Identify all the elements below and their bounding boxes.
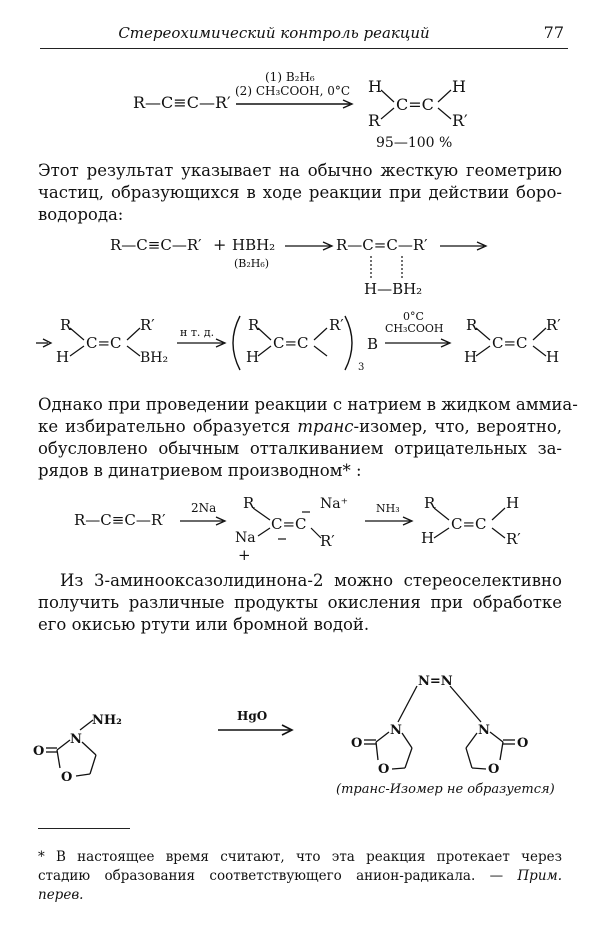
s4-p-azo-bond [398, 686, 417, 722]
s4-r-atom-o-carbonyl: O [33, 744, 45, 759]
s1-p-bond [381, 108, 394, 119]
s2-intermediate-bottom: H—BH₂ [364, 280, 423, 298]
s2-p-top-left: R [466, 316, 478, 334]
p2-line [38, 416, 562, 438]
s2-tb-center: C=C [273, 334, 309, 352]
s4-p-r-bond [472, 768, 486, 769]
p3-line: Из 3-аминооксазолидинона-2 можно стереоселективно [60, 571, 562, 590]
s1-reactant: R—C≡C—R′ [133, 93, 231, 112]
s2-vb-top-left: R [60, 316, 72, 334]
s4-p-r-atom-n: N [478, 723, 490, 738]
p2-line: Однако при проведении реакции с натрием в жидком аммиа- [38, 395, 578, 414]
p2-line: обусловлено обычным отталкиванием отрицательных за- [38, 439, 562, 458]
s4-r-atom-n: N [70, 732, 82, 747]
s3-da-bottom-right: R′ [320, 532, 335, 550]
p2-text: -изомер, что, вероятно, [353, 417, 562, 436]
scheme-hydroboration [0, 60, 600, 155]
s3-da-bond [253, 508, 270, 520]
s2-p-bond [533, 328, 546, 340]
footnote-line [38, 867, 562, 886]
s1-p-bottom-left: R [368, 111, 381, 130]
s1-p-bond [438, 108, 451, 119]
s3-p-top-left: R [424, 494, 436, 512]
p1-line: частиц, образующихся в ходе реакции при действии боро- [38, 183, 562, 202]
footnote [38, 848, 562, 905]
s1-p-top-right: H [452, 77, 466, 96]
s1-p-bond [438, 90, 451, 102]
footnote-rule [38, 828, 130, 829]
paragraph-3 [38, 570, 562, 636]
s2-tb-bond [314, 346, 327, 356]
p2-italic: транс [297, 417, 354, 436]
s2-tb-paren-left [233, 316, 240, 370]
s3-da-bottom-left: Na [235, 530, 256, 546]
s3-da-charge: + [238, 546, 251, 564]
s2-vb-bond [127, 346, 140, 356]
s4-p-azo-bond [450, 686, 481, 722]
s2-reagent: HBH₂ [232, 236, 276, 254]
s4-p-r-atom-o-ring: O [488, 762, 500, 777]
s3-p-bond [434, 508, 449, 520]
s3-reagent: 2Na [191, 501, 217, 515]
s4-p-r-bond [466, 748, 472, 768]
p3-line: его окисью ртути или бромной водой. [38, 615, 370, 634]
s4-p-l-bond [392, 768, 405, 769]
s4-p-l-bond [376, 742, 378, 760]
s4-r-bond [57, 740, 70, 750]
p1-line: Этот результат указывает на обычно жесткую геометрию [38, 161, 562, 180]
s2-tb-bond [258, 346, 271, 356]
s4-p-l-bond [376, 732, 389, 742]
s3-reagent-2: NH₃ [376, 502, 400, 515]
s2-plus: + [213, 235, 227, 254]
s2-tb-paren-right [345, 316, 352, 370]
footnote-note: Прим. [517, 868, 562, 884]
s2-p-bond [476, 328, 490, 340]
scheme-borane-mechanism [0, 228, 600, 388]
s1-p-center: C=C [396, 95, 434, 114]
paragraph-1 [38, 160, 562, 226]
s2-arrow-label: н т. д. [180, 326, 215, 339]
s2-tb-top-right: R′ [329, 316, 344, 334]
s3-da-top-left: R [243, 494, 255, 512]
s4-r-bond [57, 750, 60, 768]
s2-vb-bond [70, 346, 84, 356]
s2-vb-center: C=C [86, 334, 122, 352]
s2-tb-bond [258, 328, 271, 340]
running-title: Стереохимический контроль реакций [118, 24, 430, 42]
s3-da-top-right: Na⁺ [320, 496, 348, 512]
p2-line: рядов в динатриевом производном* : [38, 461, 362, 480]
scheme-oxazolidinone-oxidation [0, 660, 600, 810]
s1-yield: 95—100 % [376, 135, 453, 151]
s3-p-bond [434, 528, 449, 538]
s2-vb-bond [127, 328, 140, 340]
s4-p-l-bond [405, 748, 412, 768]
s4-p-l-atom-n: N [390, 723, 402, 738]
s2-tb-element: B [367, 335, 379, 353]
s2-reagent-note: (B₂H₆) [234, 257, 270, 270]
running-header [40, 22, 568, 49]
s2-vb-top-right: R′ [140, 316, 155, 334]
s1-condition-2: (2) CH₃COOH, 0°C [235, 84, 351, 98]
s2-p-bond [533, 346, 546, 356]
s4-p-r-bond [466, 733, 477, 748]
footnote-note: перев. [38, 887, 84, 903]
s3-reactant: R—C≡C—R′ [74, 511, 166, 529]
s4-p-r-atom-o-carbonyl: O [517, 736, 529, 751]
s3-p-top-right: H [506, 494, 520, 512]
s1-condition-1: (1) B₂H₆ [265, 70, 315, 84]
s2-tb-subscript: 3 [358, 362, 365, 373]
s1-p-bottom-right: R′ [452, 111, 468, 130]
s4-p-azo: N=N [418, 674, 453, 689]
s2-condition-2: CH₃COOH [385, 322, 444, 335]
s1-p-top-left: H [368, 77, 382, 96]
s2-p-bottom-left: H [464, 348, 478, 366]
s2-tb-top-left: R [248, 316, 260, 334]
footnote-text: стадию образования соответствующего анион-радикала. — [38, 868, 504, 884]
s2-condition-1: 0°C [403, 310, 424, 323]
s2-vb-bottom-right: BH₂ [140, 350, 169, 366]
paragraph-2 [38, 394, 578, 482]
s4-reagent: HgO [237, 709, 268, 723]
s2-p-center: C=C [492, 334, 528, 352]
s3-p-bottom-right: R′ [506, 530, 521, 548]
s2-tb-bottom-left: H [246, 348, 260, 366]
s3-p-bond [492, 508, 505, 520]
s4-p-l-atom-o-ring: O [378, 762, 390, 777]
footnote-line: * В настоящее время считают, что эта реакция протекает через [38, 849, 562, 865]
s4-r-bond [90, 755, 96, 774]
s3-da-center: C=C [271, 515, 307, 533]
s4-r-atom-o-ring: O [61, 770, 73, 785]
s2-vb-bottom-left: H [56, 348, 70, 366]
s2-p-bond [476, 346, 490, 356]
s4-r-nh2: NH₂ [92, 713, 122, 728]
p1-line: водорода: [38, 205, 124, 224]
s2-tb-bond [314, 328, 327, 340]
page-number: 77 [543, 23, 564, 42]
s3-da-bond [258, 528, 270, 536]
s2-p-top-right: R′ [546, 316, 561, 334]
s3-p-bottom-left: H [421, 529, 435, 547]
s2-p-bottom-right: H [546, 348, 560, 366]
s4-r-bond [76, 774, 90, 776]
s1-p-bond [381, 90, 394, 102]
s4-p-l-bond [402, 733, 412, 748]
s4-p-r-bond [500, 742, 503, 760]
s4-p-l-atom-o-carbonyl: O [351, 736, 363, 751]
p3-line: получить различные продукты окисления при обработке [38, 593, 562, 612]
s2-vb-bond [70, 328, 84, 340]
p2-text: ке избирательно образуется [38, 417, 298, 436]
s4-p-r-bond [490, 732, 503, 742]
s3-p-bond [492, 528, 505, 538]
scheme-sodium-reduction [0, 488, 600, 568]
s2-reactant: R—C≡C—R′ [110, 236, 202, 254]
s4-note: (транс-Изомер не образуется) [336, 782, 555, 797]
s3-p-center: C=C [451, 515, 487, 533]
s2-intermediate: R—C=C—R′ [336, 236, 428, 254]
s4-r-bond [82, 742, 96, 755]
